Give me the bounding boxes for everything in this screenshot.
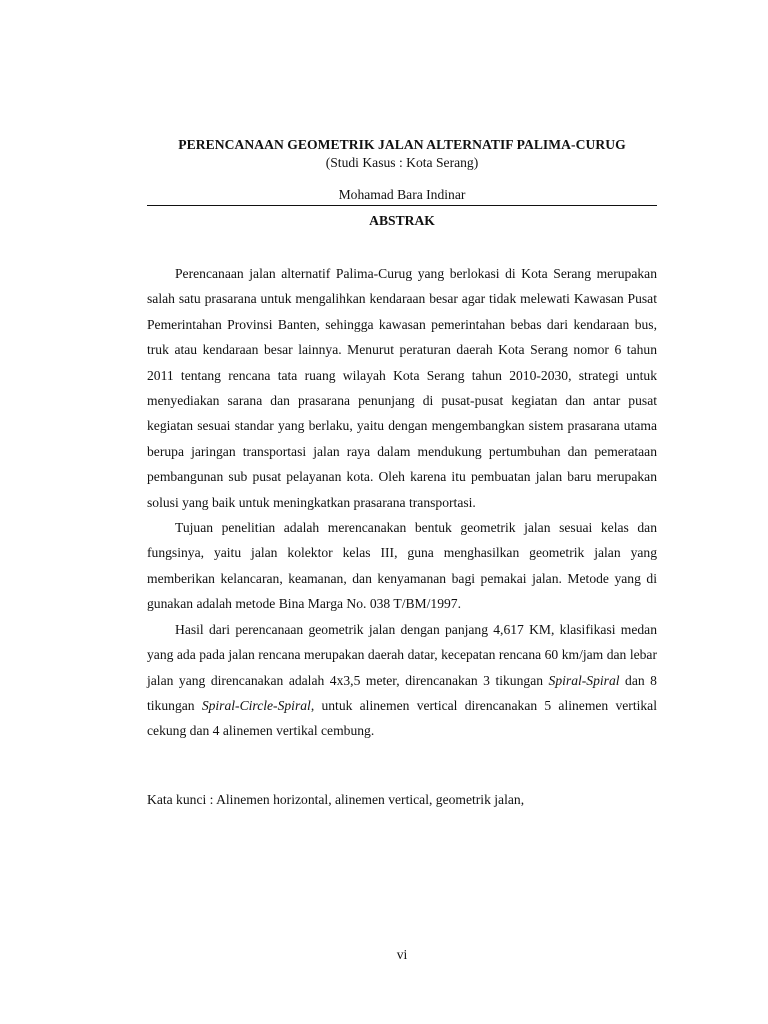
document-page xyxy=(147,0,657,1024)
page-number: vi xyxy=(396,947,408,962)
abstract-paragraph-3 xyxy=(147,617,657,744)
abstract-paragraph-2: Tujuan penelitian adalah merencanakan bentuk geometrik jalan sesuai kelas dan fungsinya, yaitu jalan kolektor kelas III, guna menghasilkan geometrik jalan yang memberikan kelancaran, keamanan, dan kenyamanan bagi pemakai jalan. Metode yang di gunakan adalah metode Bina Marga No. 038 T/BM/1997. xyxy=(147,520,657,612)
abstract-paragraph-1: Perencanaan jalan alternatif Palima-Curug yang berlokasi di Kota Serang merupakan salah satu prasarana untuk mengalihkan kendaraan besar agar tidak melewati Kawasan Pusat Pemerintahan Provinsi Banten, sehingga kawasan pemerintahan bebas dari kendaraan bus, truk atau kendaraan besar lainnya. Menurut peraturan daerah Kota Serang nomor 6 tahun 2011 tentang rencana tata ruang wilayah Kota Serang tahun 2010-2030, strategi untuk menyediakan sarana dan prasarana penunjang di pusat-pusat kegiatan dan antar pusat kegiatan sesuai standar yang berlaku, yaitu dengan mengembangkan sistem prasarana utama berupa jaringan transportasi jalan raya dalam mendukung pertumbuhan dan pemerataan pembangunan sub pusat pelayanan kota. Oleh karena itu pembuatan jalan baru merupakan solusi yang baik untuk meningkatkan prasarana transportasi. xyxy=(147,266,657,510)
document-title: PERENCANAAN GEOMETRIK JALAN ALTERNATIF PALIMA-CURUG xyxy=(178,137,626,152)
section-heading: ABSTRAK xyxy=(369,213,435,228)
paragraph-3-text-3: , untuk alinemen vertical direncanakan 5 alinemen vertikal cekung dan 4 alinemen vertikal cembung. xyxy=(147,697,657,739)
paragraph-3-text-2: dan 8 tikungan xyxy=(147,672,657,713)
abstract-body xyxy=(147,261,657,744)
paragraph-3-italic-spiral-circle-spiral: Spiral-Circle-Spiral xyxy=(201,697,311,713)
keywords-line: Kata kunci : Alinemen horizontal, alinemen vertical, geometrik jalan, xyxy=(147,792,525,807)
paragraph-3-italic-spiral-spiral: Spiral-Spiral xyxy=(548,672,620,688)
author-name: Mohamad Bara Indinar xyxy=(338,187,466,202)
horizontal-rule xyxy=(147,205,657,206)
paragraph-3-text-1: Hasil dari perencanaan geometrik jalan dengan panjang 4,617 KM, klasifikasi medan yang ada pada jalan rencana merupakan daerah datar, kecepatan rencana 60 km/jam dan lebar jalan yang direncanakan adalah 4x3,5 meter, direncanakan 3 tikungan xyxy=(147,621,657,688)
document-subtitle: (Studi Kasus : Kota Serang) xyxy=(325,155,479,170)
